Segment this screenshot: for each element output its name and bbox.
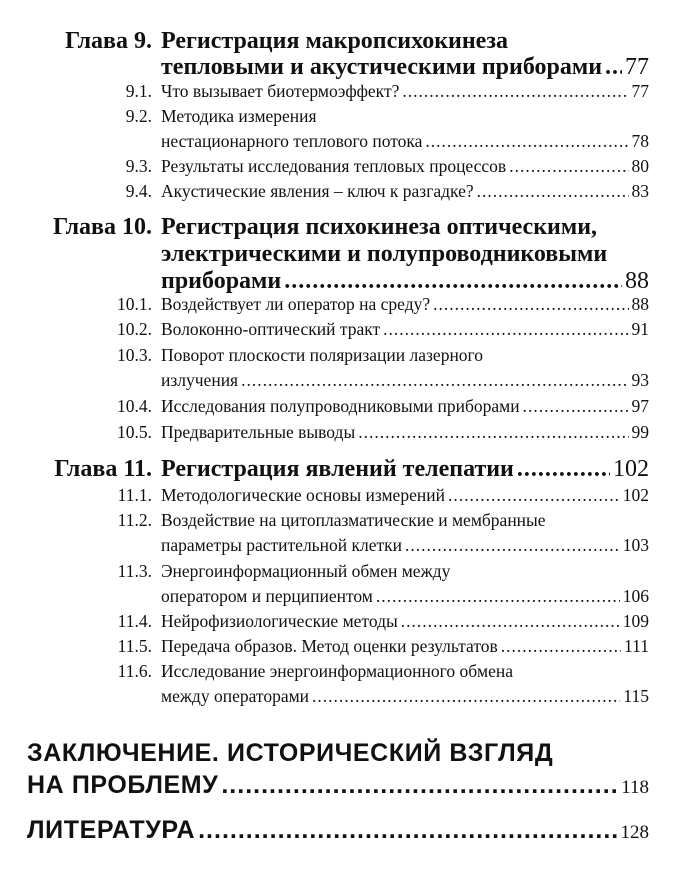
chapter-title-line: приборами bbox=[161, 268, 282, 294]
section-leader-line bbox=[161, 634, 649, 659]
dot-leader bbox=[221, 768, 618, 802]
section-leader-line bbox=[161, 368, 649, 393]
chapter-title-line: Регистрация макропсихокинеза bbox=[161, 28, 508, 54]
page-number: 80 bbox=[631, 156, 649, 176]
page-number: 77 bbox=[625, 54, 649, 80]
section-number: 9.2. bbox=[125, 106, 152, 126]
dot-leader bbox=[523, 394, 629, 419]
section-title: Предварительные выводы bbox=[161, 422, 356, 442]
section-number: 11.2. bbox=[117, 510, 152, 530]
section-title: Волоконно-оптический тракт bbox=[161, 319, 381, 339]
section-title: Что вызывает биотермоэффект? bbox=[161, 81, 400, 101]
section-title: Акустические явления – ключ к разгадке? bbox=[161, 181, 474, 201]
section-number: 10.4. bbox=[117, 396, 152, 416]
section-number: 10.2. bbox=[117, 319, 152, 339]
section-title: Воздействует ли оператор на среду? bbox=[161, 294, 431, 314]
dot-leader bbox=[401, 609, 620, 634]
section-title: Методологические основы измерений bbox=[161, 485, 445, 505]
dot-leader bbox=[448, 483, 620, 508]
page-number: 78 bbox=[631, 131, 649, 151]
page-number: 83 bbox=[631, 181, 649, 201]
dot-leader bbox=[517, 454, 610, 484]
section-leader-line bbox=[161, 317, 649, 342]
conclusion-leader-line bbox=[27, 768, 649, 805]
section-leader-line bbox=[161, 483, 649, 508]
section-leader-line bbox=[161, 584, 649, 609]
section-title: Исследования полупроводниковыми приборами bbox=[161, 396, 520, 416]
dot-leader bbox=[433, 292, 628, 317]
page-number: 88 bbox=[625, 268, 649, 294]
page-number: 115 bbox=[623, 686, 649, 706]
page-number: 106 bbox=[622, 586, 649, 606]
section-number: 9.4. bbox=[125, 181, 152, 201]
page-number: 88 bbox=[631, 294, 649, 314]
section-title: Воздействие на цитоплазматические и мембранные bbox=[161, 510, 546, 530]
section-leader-line bbox=[161, 292, 649, 317]
section-title: Передача образов. Метод оценки результатов bbox=[161, 636, 498, 656]
section-title: Поворот плоскости поляризации лазерного bbox=[161, 345, 484, 365]
chapter-title-line: тепловыми и акустическими приборами bbox=[161, 54, 603, 80]
page-number: 128 bbox=[620, 822, 649, 843]
section-title: Нейрофизиологические методы bbox=[161, 611, 398, 631]
page-number: 102 bbox=[613, 456, 649, 482]
chapter-number: Глава 11. bbox=[54, 456, 152, 482]
dot-leader bbox=[198, 813, 617, 847]
section-leader-line bbox=[161, 420, 649, 445]
chapter-title-line: Регистрация явлений телепатии bbox=[161, 456, 514, 482]
dot-leader bbox=[358, 420, 628, 445]
section-title: оператором и перципиентом bbox=[161, 586, 373, 606]
literature-leader-line bbox=[27, 813, 649, 850]
section-title: излучения bbox=[161, 370, 239, 390]
dot-leader bbox=[501, 634, 621, 659]
section-leader-line bbox=[161, 129, 649, 154]
section-leader-line bbox=[161, 394, 649, 419]
section-title: Энергоинформационный обмен между bbox=[161, 561, 451, 581]
chapter-title-line: Регистрация психокинеза оптическими, bbox=[161, 214, 598, 240]
section-number: 10.5. bbox=[117, 422, 152, 442]
dot-leader bbox=[425, 129, 628, 154]
section-number: 11.6. bbox=[117, 661, 152, 681]
chapter-title-leader-line bbox=[161, 52, 649, 82]
page-number: 99 bbox=[631, 422, 649, 442]
dot-leader bbox=[405, 533, 620, 558]
dot-leader bbox=[383, 317, 628, 342]
section-title: нестационарного теплового потока bbox=[161, 131, 423, 151]
section-number: 11.4. bbox=[117, 611, 152, 631]
chapter-title-line: электрическими и полупроводниковыми bbox=[161, 241, 608, 267]
section-number: 10.3. bbox=[117, 345, 152, 365]
section-number: 11.1. bbox=[117, 485, 152, 505]
section-leader-line bbox=[161, 179, 649, 204]
section-number: 10.1. bbox=[117, 294, 152, 314]
dot-leader bbox=[509, 154, 628, 179]
section-leader-line bbox=[161, 79, 649, 104]
page-number: 93 bbox=[631, 370, 649, 390]
section-number: 9.1. bbox=[125, 81, 152, 101]
chapter-number: Глава 9. bbox=[65, 28, 152, 54]
section-title: Исследование энергоинформационного обмена bbox=[161, 661, 513, 681]
literature-title: ЛИТЕРАТУРА bbox=[27, 816, 196, 844]
section-leader-line bbox=[161, 684, 649, 709]
dot-leader bbox=[241, 368, 628, 393]
page-number: 102 bbox=[622, 485, 649, 505]
section-number: 11.5. bbox=[117, 636, 152, 656]
section-leader-line bbox=[161, 154, 649, 179]
page-number: 111 bbox=[624, 636, 649, 656]
section-number: 9.3. bbox=[125, 156, 152, 176]
dot-leader bbox=[477, 179, 629, 204]
dot-leader bbox=[312, 684, 620, 709]
dot-leader bbox=[605, 52, 622, 82]
section-title: Методика измерения bbox=[161, 106, 317, 126]
section-title: Результаты исследования тепловых процессов bbox=[161, 156, 507, 176]
section-title: параметры растительной клетки bbox=[161, 535, 403, 555]
section-leader-line bbox=[161, 533, 649, 558]
section-title: между операторами bbox=[161, 686, 310, 706]
dot-leader bbox=[402, 79, 628, 104]
section-number: 11.3. bbox=[117, 561, 152, 581]
page-number: 97 bbox=[631, 396, 649, 416]
page-number: 91 bbox=[631, 319, 649, 339]
section-leader-line bbox=[161, 609, 649, 634]
page-number: 118 bbox=[621, 777, 649, 798]
chapter-number: Глава 10. bbox=[53, 214, 152, 240]
chapter-title-leader-line bbox=[161, 454, 649, 484]
conclusion-title-line: ЗАКЛЮЧЕНИЕ. ИСТОРИЧЕСКИЙ ВЗГЛЯД bbox=[27, 739, 554, 767]
conclusion-title-line: НА ПРОБЛЕМУ bbox=[27, 771, 219, 799]
dot-leader bbox=[376, 584, 620, 609]
page-number: 103 bbox=[622, 535, 649, 555]
page-number: 77 bbox=[631, 81, 649, 101]
page-number: 109 bbox=[622, 611, 649, 631]
